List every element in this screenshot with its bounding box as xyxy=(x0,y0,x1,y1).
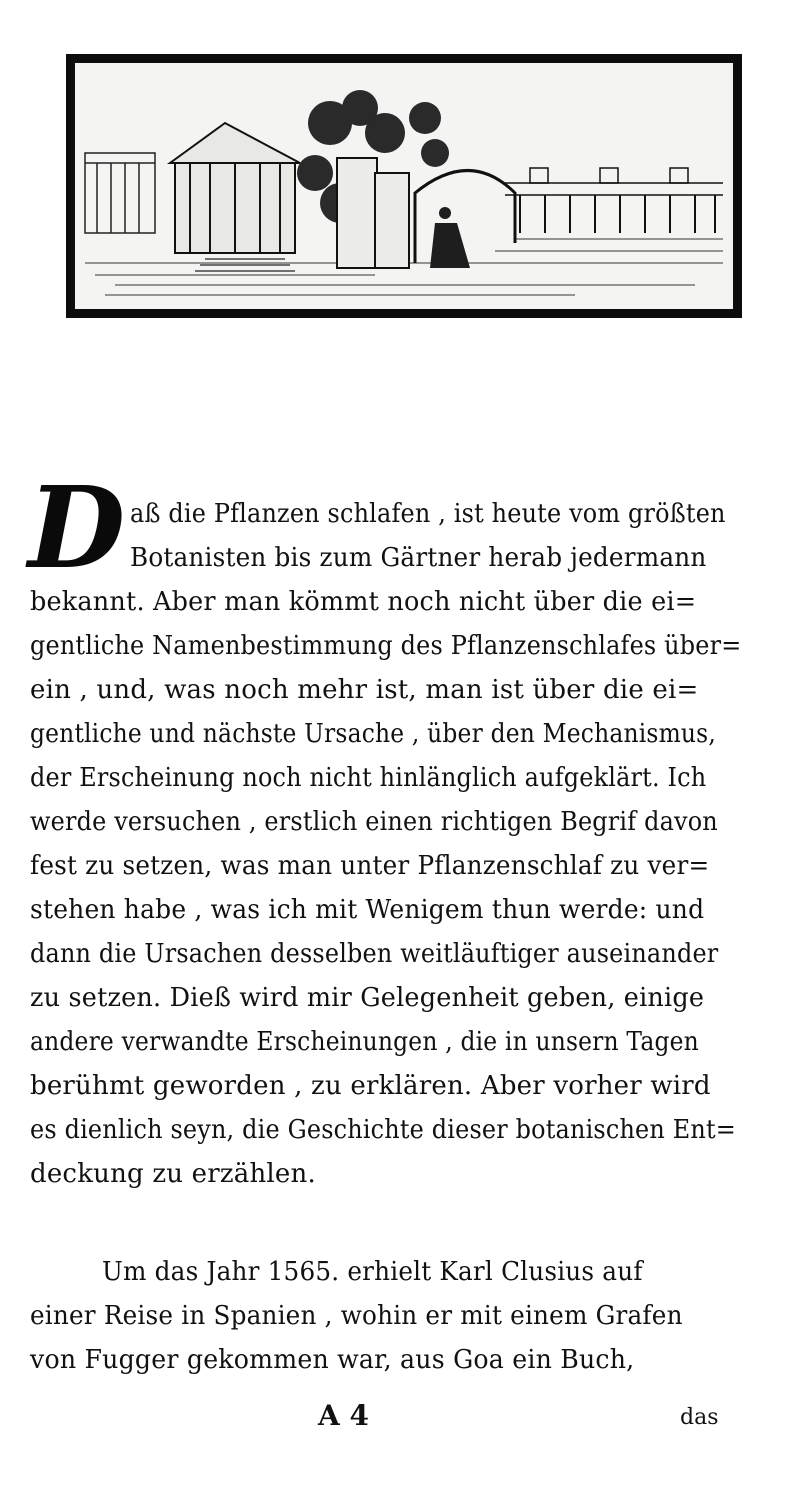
text-line: es dienlich seyn, die Geschichte dieser botanischen Ent= xyxy=(30,1115,737,1145)
text-line: einer Reise in Spanien , wohin er mit einem Grafen xyxy=(30,1301,683,1331)
text-line: Botanisten bis zum Gärtner herab jedermann xyxy=(130,543,707,573)
text-line: stehen habe , was ich mit Wenigem thun werde: und xyxy=(30,895,705,925)
text-line: zu setzen. Dieß wird mir Gelegenheit geben, einige xyxy=(30,983,705,1013)
text-line: deckung zu erzählen. xyxy=(30,1159,316,1189)
text-line: Um das Jahr 1565. erhielt Karl Clusius auf xyxy=(102,1257,643,1287)
text-line: fest zu setzen, was man unter Pflanzenschlaf zu ver= xyxy=(30,851,710,881)
text-line: gentliche und nächste Ursache , über den Mechanismus, xyxy=(30,719,716,749)
signature-mark: A 4 xyxy=(318,1399,369,1432)
header-engraving xyxy=(66,54,742,318)
text-line: berühmt geworden , zu erklären. Aber vorher wird xyxy=(30,1071,711,1101)
text-line: der Erscheinung noch nicht hinlänglich aufgeklärt. Ich xyxy=(30,763,707,793)
garden-engraving-image xyxy=(75,63,733,309)
text-line: andere verwandte Erscheinungen , die in unsern Tagen xyxy=(30,1027,699,1057)
text-line: gentliche Namenbestimmung des Pflanzenschlafes über= xyxy=(30,631,742,661)
drop-cap-initial: D xyxy=(28,463,126,594)
catchword: das xyxy=(680,1405,719,1430)
text-line: werde versuchen , erstlich einen richtigen Begrif davon xyxy=(30,807,718,837)
text-line: ein , und, was noch mehr ist, man ist über die ei= xyxy=(30,675,699,705)
text-line: aß die Pflanzen schlafen , ist heute vom größten xyxy=(130,499,726,529)
text-line: bekannt. Aber man kömmt noch nicht über die ei= xyxy=(30,587,697,617)
text-line: von Fugger gekommen war, aus Goa ein Buch, xyxy=(30,1345,635,1375)
text-line: dann die Ursachen desselben weitläuftiger auseinander xyxy=(30,939,719,969)
